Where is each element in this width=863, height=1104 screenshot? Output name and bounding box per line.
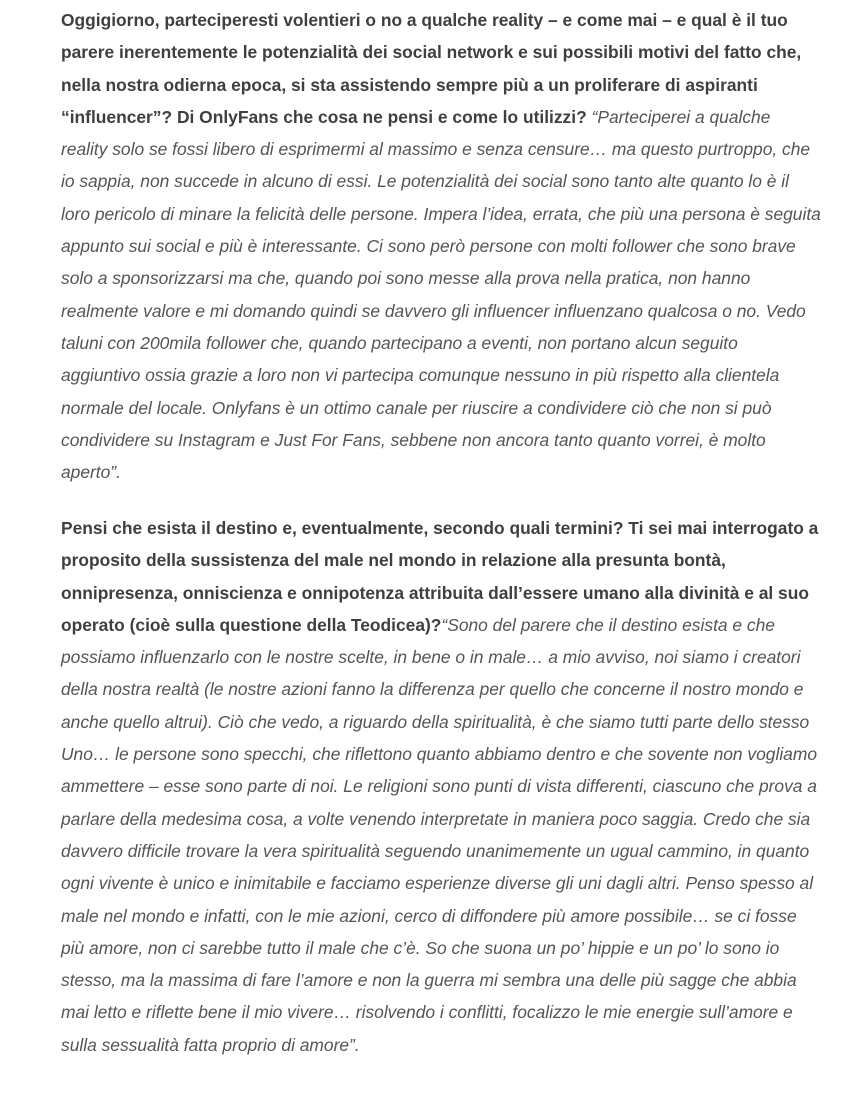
interview-question-2: Pensi che esista il destino e, eventualmente, secondo quali termini? Ti sei mai interrogato a proposito della sussistenza del male nel mondo in relazione alla presunta bontà, onnipresenza, onniscienza e onnipotenza attribuita dall’essere umano alla divinità e al suo operato (cioè sulla questione della Teodicea)?: [61, 518, 819, 635]
interview-question-1: Oggigiorno, parteciperesti volentieri o no a qualche reality – e come mai – e qual è il tuo parere inerentemente le potenzialità dei social network e sui possibili motivi del fatto che, nella nostra odierna epoca, si sta assistendo sempre più a un proliferare di aspiranti “influencer”? Di OnlyFans che cosa ne pensi e come lo utilizzi?: [61, 10, 802, 127]
article-body: [61, 4, 821, 1055]
interview-answer-1: “Parteciperei a qualche reality solo se fossi libero di esprimermi al massimo e senza censure… ma questo purtroppo, che io sappia, non succede in alcuno di essi. Le potenzialità dei social sono tanto alte quanto lo è il loro pericolo di minare la felicità delle persone. Impera l’idea, errata, che più una persona è seguita appunto sui social e più è interessante. Ci sono però persone con molti follower che sono brave solo a sponsorizzarsi ma che, quando poi sono messe alla prova nella pratica, non hanno realmente valore e mi domando quindi se davvero gli influencer influenzano qualcosa o no. Vedo taluni con 200mila follower che, quando partecipano a eventi, non portano alcun seguito aggiuntivo ossia grazie a loro non vi partecipa comunque nessuno in più rispetto alla clientela normale del locale. Onlyfans è un ottimo canale per riuscire a condividere ciò che non si può condividere su Instagram e Just For Fans, sebbene non ancora tanto quanto vorrei, è molto aperto”.: [61, 106, 821, 483]
interview-paragraph-1: [61, 4, 821, 488]
interview-answer-2: “Sono del parere che il destino esista e che possiamo influenzarlo con le nostre scelte, in bene o in male… a mio avviso, noi siamo i creatori della nostra realtà (le nostre azioni fanno la differenza per quello che concerne il nostro mondo e anche quello altrui). Ciò che vedo, a riguardo della spiritualità, è che siamo tutti parte dello stesso Uno… le persone sono specchi, che riflettono quanto abbiamo dentro e che sovente non vogliamo ammettere – esse sono parte di noi. Le religioni sono punti di vista differenti, ciascuno che prova a parlare della medesima cosa, a volte venendo interpretate in maniera poco saggia. Credo che sia davvero difficile trovare la vera spiritualità seguendo unanimemente un ugual cammino, in quanto ogni vivente è unico e inimitabile e facciamo esperienze diverse gli uni dagli altri. Penso spesso al male nel mondo e infatti, con le mie azioni, cerco di diffondere più amore possibile… se ci fosse più amore, non ci sarebbe tutto il male che c’è. So che suona un po’ hippie e un po’ lo sono io stesso, ma la massima di fare l’amore e non la guerra mi sembra una delle più sagge che abbia mai letto e riflette bene il mio vivere… risolvendo i conflitti, focalizzo le mie energie sull’amore e sulla sessualità fatta proprio di amore”.: [61, 614, 818, 1055]
interview-paragraph-2: [61, 512, 821, 1061]
